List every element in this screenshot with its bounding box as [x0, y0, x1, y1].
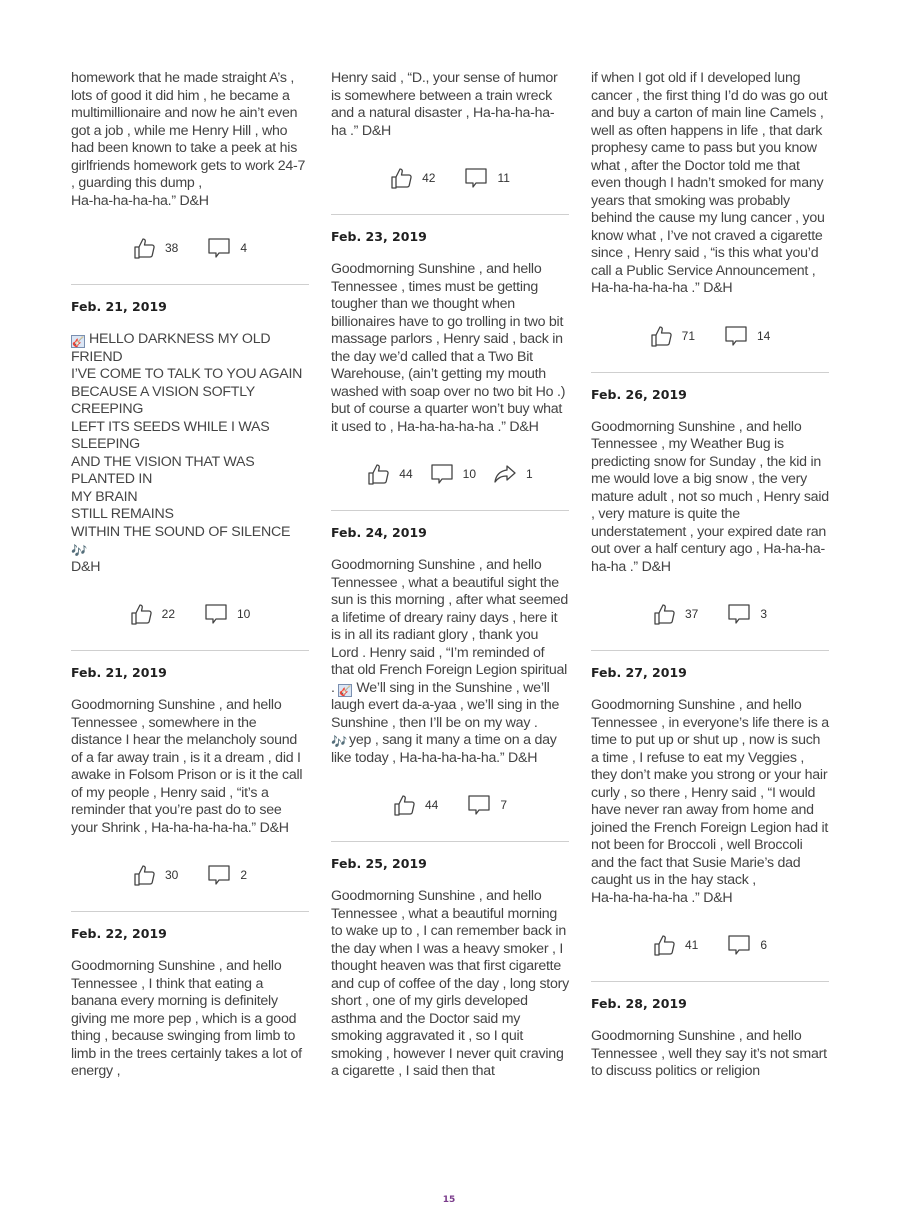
comment-icon	[726, 602, 752, 626]
post-actions	[331, 460, 569, 488]
post-date: Feb. 23, 2019	[331, 229, 427, 244]
comment-count: 2	[240, 868, 248, 882]
post	[591, 70, 829, 373]
share-arrow-icon	[492, 462, 518, 486]
comment-count: 10	[237, 607, 251, 621]
comment-count: 4	[240, 241, 248, 255]
post-date: Feb. 27, 2019	[591, 665, 687, 680]
guitar-emoji-icon: 🎸	[339, 685, 352, 697]
comment-button[interactable]	[429, 462, 476, 486]
divider	[71, 911, 309, 912]
post	[331, 229, 569, 511]
post-text: homework that he made straight A’s , lots of good it did him , he became a multimillionaire and now he ain’t even got a job , while me Henry Hill , who had been known to take a peek at his girlfriends homework gets to work 24-7 , guarding this dump , Ha-ha-ha-ha-ha.” D&H	[71, 70, 306, 209]
post	[71, 70, 309, 285]
like-count: 44	[399, 467, 413, 481]
post-date: Feb. 21, 2019	[71, 299, 167, 314]
comment-button[interactable]	[463, 166, 509, 190]
post-text: if when I got old if I developed lung cancer , the first thing I’d do was go out and buy a carton of main line Camels , well as often happens in life , that dark prophesy came to pass but you know what , after the Doctor told me that even though I hadn’t smoked for many years that smoking was probably behind the cause my lung cancer , you know what , I’ve not craved a cigarette since , Henry said , “is this what you’d call a Public Service Announcement , Ha-ha-ha-ha-ha .” D&H	[591, 70, 828, 296]
post-date: Feb. 26, 2019	[591, 386, 687, 402]
comment-button[interactable]	[206, 236, 247, 260]
like-count: 22	[161, 607, 175, 621]
post-actions	[331, 164, 569, 192]
comment-icon	[206, 863, 232, 887]
comment-button[interactable]	[726, 933, 767, 957]
comment-button[interactable]	[723, 324, 770, 348]
divider	[591, 650, 829, 651]
comment-button[interactable]	[466, 793, 507, 817]
post-text: Goodmorning Sunshine , and hello Tennessee , somewhere in the distance I hear the melancholy sound of a far away train , is it a dream , did I awake in Folsom Prison or is it the call of my people , Henry said , “it’s a reminder that you’re past do to see your Shrink , Ha-ha-ha-ha-ha.” D&H	[71, 697, 303, 836]
post-text-part: Goodmorning Sunshine , and hello Tennessee , what a beautiful sight the sun is this morning , after what seemed a lifetime of dreary rainy days , here it is in all its radiant glory , thank you Lord . Henry said , “I’m reminded of that old French Foreign Legion spiritual .	[331, 557, 569, 696]
comment-count: 11	[497, 171, 510, 185]
post-text-part: We’ll sing in the Sunshine , we’ll laugh evert da-a-yaa , we’ll sing in the Sunshine , then I’ll be on my way .	[331, 679, 560, 731]
post-actions	[591, 931, 829, 959]
comment-icon	[206, 236, 232, 260]
post-date: Feb. 25, 2019	[331, 856, 427, 871]
post-actions	[71, 234, 309, 262]
comment-button[interactable]	[726, 602, 767, 626]
like-button[interactable]	[130, 602, 175, 626]
thumbs-up-icon	[393, 793, 417, 817]
comment-icon	[466, 793, 492, 817]
like-count: 38	[164, 241, 179, 255]
post-date: Feb. 22, 2019	[71, 926, 167, 941]
like-count: 30	[164, 868, 179, 882]
like-count: 37	[684, 607, 699, 621]
comment-count: 10	[462, 467, 477, 481]
column-3	[591, 70, 829, 1081]
signature: D&H	[71, 558, 101, 575]
post	[331, 856, 569, 1081]
like-button[interactable]	[133, 863, 178, 887]
post-text: Goodmorning Sunshine , and hello Tennessee , I think that eating a banana every morning is definitely giving me more pep , which is a good thing , because swinging from limb to limb in the trees certainly takes a lot of energy ,	[71, 958, 302, 1079]
comment-count: 7	[500, 798, 508, 812]
divider	[331, 841, 569, 842]
post-actions	[591, 600, 829, 628]
divider	[591, 981, 829, 982]
share-button[interactable]	[492, 462, 533, 486]
column-2	[331, 70, 569, 1081]
post-text	[71, 331, 309, 576]
comment-icon	[463, 166, 489, 190]
like-count: 71	[681, 328, 695, 343]
post-text-part: yep , sang it many a time on a day like today , Ha-ha-ha-ha-ha.” D&H	[331, 732, 557, 766]
post	[591, 387, 829, 652]
post-date: Feb. 21, 2019	[71, 665, 167, 680]
post-text: Henry said , “D., your sense of humor is somewhere between a train wreck and a natural disaster , Ha-ha-ha-ha-ha .” D&H	[331, 70, 558, 139]
like-count: 44	[424, 798, 439, 812]
page-number: 15	[442, 1195, 456, 1205]
comment-icon	[429, 462, 455, 486]
guitar-emoji-icon: 🎸	[72, 337, 85, 348]
post	[71, 299, 309, 651]
like-button[interactable]	[393, 793, 438, 817]
thumbs-up-icon	[130, 602, 154, 626]
divider	[331, 510, 569, 511]
post	[71, 926, 309, 1081]
like-button[interactable]	[653, 602, 698, 626]
thumbs-up-icon	[133, 863, 157, 887]
thumbs-up-icon	[367, 462, 391, 486]
thumbs-up-icon	[650, 324, 674, 348]
post-actions	[71, 600, 309, 628]
share-count: 1	[526, 467, 533, 481]
post	[591, 996, 829, 1081]
post-actions	[591, 322, 829, 350]
like-button[interactable]	[650, 324, 695, 348]
post	[71, 665, 309, 912]
comment-icon	[203, 602, 229, 626]
post-actions	[331, 791, 569, 819]
comment-button[interactable]	[206, 863, 247, 887]
post-date: Feb. 28, 2019	[591, 996, 687, 1011]
post	[331, 525, 569, 842]
comment-button[interactable]	[203, 602, 250, 626]
divider	[71, 650, 309, 651]
like-count: 41	[684, 938, 699, 952]
like-count: 42	[422, 171, 436, 185]
divider	[71, 284, 309, 285]
post	[591, 665, 829, 982]
post-text: Goodmorning Sunshine , and hello Tennessee , times must be getting tougher than we thought when billionaires have to go trolling in two bit massage parlors , Henry said , back in the day we’d called that a Two Bit Warehouse, (ain’t getting my mouth washed with soap over no two bit Ho .) but of course a quarter won’t buy what it used to , Ha-ha-ha-ha-ha .” D&H	[331, 261, 566, 435]
comment-icon	[723, 324, 749, 348]
comment-count: 3	[760, 607, 768, 621]
column-1	[71, 70, 309, 1081]
post	[331, 70, 569, 215]
like-button[interactable]	[653, 933, 698, 957]
comment-count: 6	[760, 938, 768, 952]
post-actions	[71, 861, 309, 889]
thumbs-up-icon	[133, 236, 157, 260]
thumbs-up-icon	[653, 602, 677, 626]
post-date: Feb. 24, 2019	[331, 525, 427, 540]
post-text: Goodmorning Sunshine , and hello Tennessee , well they say it’s not smart to discuss politics or religion	[591, 1028, 827, 1079]
music-notes-icon: 🎶	[331, 734, 347, 749]
music-notes-icon: 🎶	[71, 543, 87, 558]
thumbs-up-icon	[653, 933, 677, 957]
like-button[interactable]	[390, 166, 435, 190]
thumbs-up-icon	[390, 166, 414, 190]
post-text: Goodmorning Sunshine , and hello Tennessee , what a beautiful morning to wake up to , I can remember back in the day when I was a heavy smoker , I thought heaven was that first cigarette and cup of coffee of the day , long story short , one of my girls developed asthma and the Doctor said my smoking aggravated it , so I quit smoking , however I never quit craving a cigarette , I said then that	[331, 888, 569, 1079]
post-text	[331, 557, 569, 767]
divider	[331, 214, 569, 215]
lyrics-text: HELLO DARKNESS MY OLD FRIEND I’VE COME TO TALK TO YOU AGAIN BECAUSE A VISION SOFTLY CREEPING LEFT ITS SEEDS WHILE I WAS SLEEPING AND THE VISION THAT WAS PLANTED IN MY BRAIN STILL REMAINS WITHIN THE SOUND OF SILENCE	[71, 331, 303, 540]
post-text: Goodmorning Sunshine , and hello Tennessee , in everyone’s life there is a time to put up or shut up , now is such a time , I refuse to eat my Veggies , they don’t make you strong or your hair curly , so there , Henry said , “I would have never ran away from home and joined the French Foreign Legion had it not been for Broccoli , well Broccoli and the fact that Susie Marie’s dad caught us in the hay stack , Ha-ha-ha-ha-ha .” D&H	[591, 697, 829, 906]
like-button[interactable]	[133, 236, 178, 260]
comment-icon	[726, 933, 752, 957]
comment-count: 14	[757, 328, 771, 343]
divider	[591, 372, 829, 373]
post-text: Goodmorning Sunshine , and hello Tennessee , my Weather Bug is predicting snow for Sunday , the kid in me would love a big snow , the very mature adult , not so much , Henry said , very mature is quite the understatement , your expired date ran out over a half century ago , Ha-ha-ha-ha-ha .” D&H	[591, 418, 829, 575]
like-button[interactable]	[367, 462, 412, 486]
